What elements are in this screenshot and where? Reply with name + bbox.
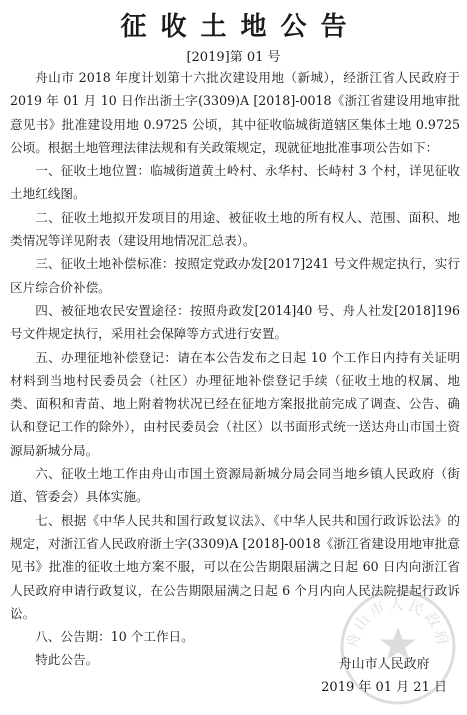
notice-body xyxy=(10,66,460,672)
paragraph-4-resettlement: 四、被征地农民安置途径：按照舟政发[2014]40 号、舟人社发[2018]196 号文件规定执行，采用社会保障等方式进行安置。 xyxy=(10,302,460,342)
notice-title: 征收土地公告 xyxy=(120,12,361,42)
paragraph-8-period: 八、公告期：10 个工作日。 xyxy=(35,629,194,645)
paragraph-7-legal-remedy: 七、根据《中华人民共和国行政复议法》、《中华人民共和国行政诉讼法》的规定，对浙江省人民政府浙土字(3309)A [2018]-0018《浙江省建设用地审批意见书》批准的征收土地方案不服，可以在公告期限届满之日起 60 日内向浙江省人民政府申请行政复议，在公告期限届满之日起 6 个月内向人民法院提起行政诉讼。 xyxy=(10,512,460,621)
signature-block xyxy=(321,653,447,699)
paragraph-6-implementation: 六、征收土地工作由舟山市国土资源局新城分局会同当地乡镇人民政府（街道、管委会）具体实施。 xyxy=(10,466,460,505)
issue-date: 2019 年 01 月 21 日 xyxy=(321,680,447,695)
paragraph-5-registration: 五、办理征地补偿登记：请在本公告发布之日起 10 个工作日内持有关证明材料到当地村民委员会（社区）办理征地补偿登记手续（征收土地的权属、地类、面积和青苗、地上附着物状况已经在征地方案报批前完成了调查、公告、确认和登记工作的除外），由村民委员会（社区）以书面形式统一送达舟山市国土资源局新城分局。 xyxy=(10,349,460,458)
paragraph-3-compensation: 三、征收土地补偿标准：按照定党政办发[2017]241 号文件规定执行，实行区片综合价补偿。 xyxy=(10,256,460,295)
paragraph-intro: 舟山市 2018 年度计划第十六批次建设用地（新城），经浙江省人民政府于 2019 年 01 月 10 日作出浙土字(3309)A [2018]-0018《浙江省建设用地审批意见书》批准建设用地 0.9725 公顷，其中征收临城街道辖区集体土地 0.9725 公顷。根据土地管理法律法规和有关政策规定，现就征地批准事项公告如下： xyxy=(10,70,460,155)
svg-text:舟山市人民政府: 舟山市人民政府 xyxy=(343,595,453,651)
document-number: [2019]第 01 号 xyxy=(186,50,281,65)
paragraph-1-location: 一、征收土地位置：临城街道黄土岭村、永华村、长峙村 3 个村，详见征收土地红线图。 xyxy=(10,163,460,202)
issuer-name: 舟山市人民政府 xyxy=(338,657,430,672)
paragraph-closing: 特此公告。 xyxy=(35,652,99,668)
paragraph-2-usage: 二、征收土地拟开发项目的用途、被征收土地的所有权人、范围、面积、地类情况等详见附表（建设用地情况汇总表）。 xyxy=(10,209,460,249)
